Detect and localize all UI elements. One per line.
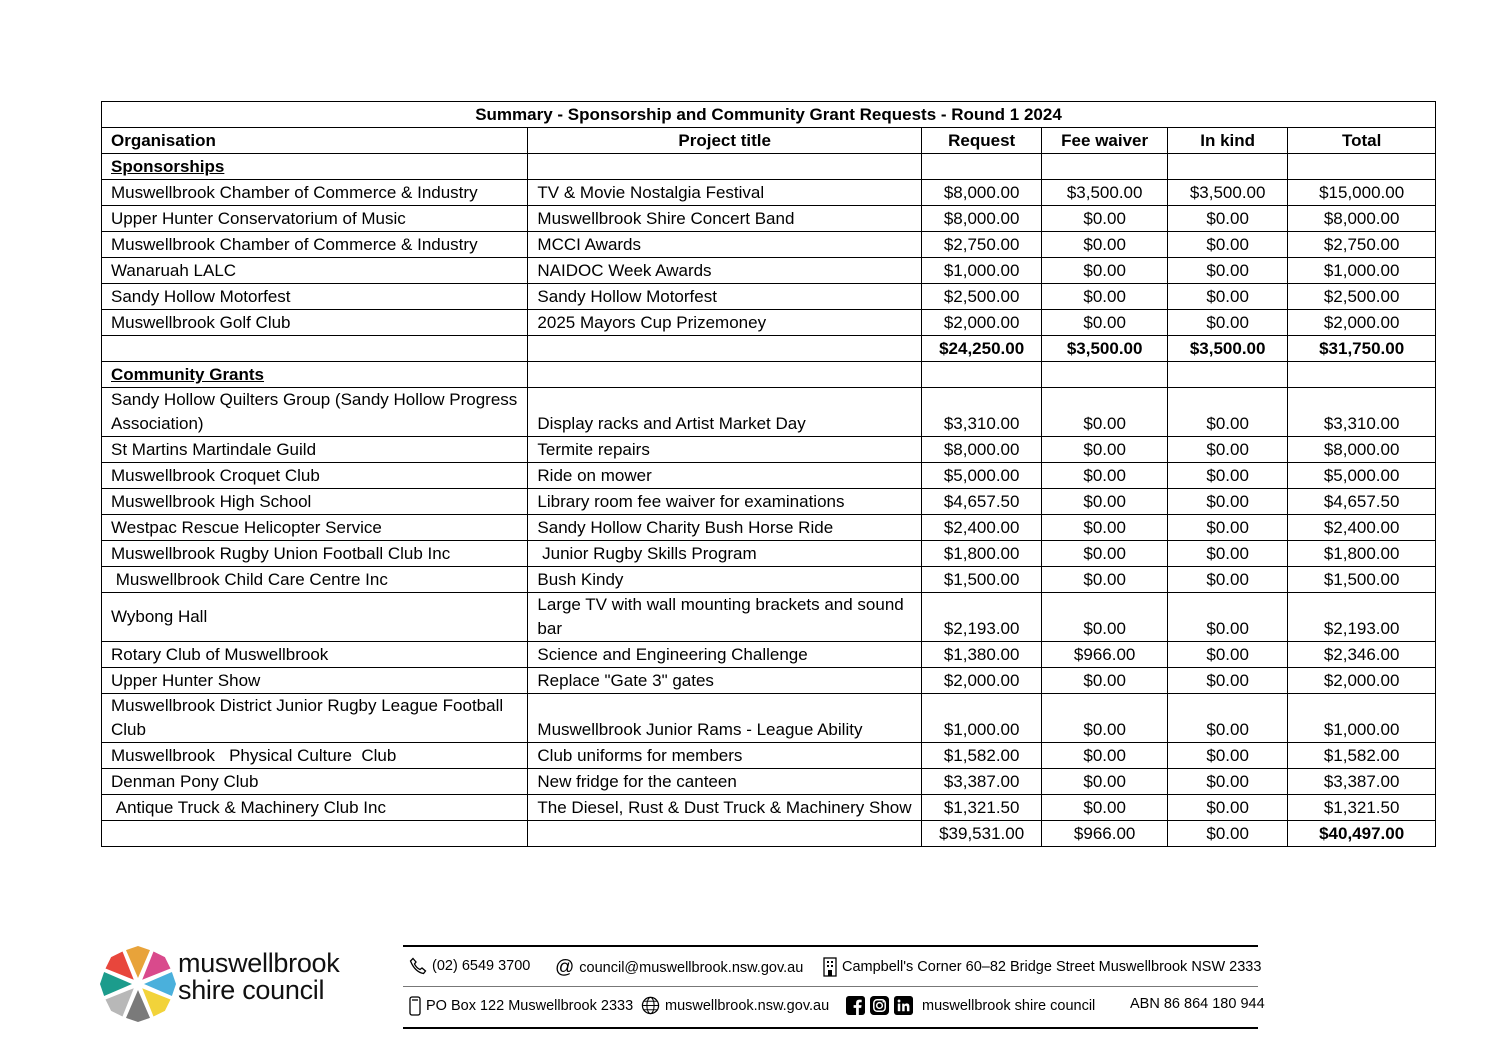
facebook-icon — [846, 996, 865, 1015]
logo-line-2: shire council — [178, 975, 325, 1005]
footer-website[interactable]: muswellbrook.nsw.gov.au — [641, 996, 829, 1015]
table-row — [102, 206, 1436, 232]
cell-project-title: Club uniforms for members — [528, 743, 922, 769]
cell-organisation: Muswellbrook Physical Culture Club — [102, 743, 528, 769]
cell-total: $2,000.00 — [1288, 668, 1436, 694]
footer-po-box: PO Box 122 Muswellbrook 2333 — [409, 996, 633, 1016]
header-row — [102, 128, 1436, 154]
logo-wordmark — [178, 950, 339, 1004]
subtotal-row-community-grants — [102, 821, 1436, 847]
cell-request: $1,800.00 — [922, 541, 1042, 567]
cell-project-title: 2025 Mayors Cup Prizemoney — [528, 310, 922, 336]
at-sign-icon: @ — [555, 957, 575, 978]
cell-request: $8,000.00 — [922, 206, 1042, 232]
cell-project-title: Bush Kindy — [528, 567, 922, 593]
section-label-sponsorships: Sponsorships — [102, 154, 528, 180]
cell-organisation: St Martins Martindale Guild — [102, 437, 528, 463]
cell-total: $2,750.00 — [1288, 232, 1436, 258]
cell-fee-waiver: $0.00 — [1042, 232, 1168, 258]
table-title: Summary - Sponsorship and Community Grant Requests - Round 1 2024 — [102, 102, 1436, 128]
cell-in-kind: $0.00 — [1168, 567, 1288, 593]
subtotal-total: $31,750.00 — [1288, 336, 1436, 362]
cell-total: $1,500.00 — [1288, 567, 1436, 593]
cell-in-kind: $0.00 — [1168, 593, 1288, 642]
cell-request: $2,000.00 — [922, 668, 1042, 694]
globe-icon — [641, 996, 660, 1015]
table-row — [102, 463, 1436, 489]
section-row-sponsorships — [102, 154, 1436, 180]
cell-in-kind: $0.00 — [1168, 463, 1288, 489]
cell-in-kind: $0.00 — [1168, 694, 1288, 743]
table-row — [102, 232, 1436, 258]
cell-project-title: Sandy Hollow Charity Bush Horse Ride — [528, 515, 922, 541]
cell-fee-waiver: $0.00 — [1042, 567, 1168, 593]
table-row — [102, 567, 1436, 593]
grants-summary-table — [101, 101, 1436, 847]
cell-organisation: Denman Pony Club — [102, 769, 528, 795]
cell-fee-waiver: $0.00 — [1042, 541, 1168, 567]
cell-fee-waiver: $0.00 — [1042, 206, 1168, 232]
cell-project-title: Display racks and Artist Market Day — [528, 388, 922, 437]
cell-project-title: Muswellbrook Shire Concert Band — [528, 206, 922, 232]
cell-total: $2,400.00 — [1288, 515, 1436, 541]
cell-fee-waiver: $0.00 — [1042, 668, 1168, 694]
cell-request: $5,000.00 — [922, 463, 1042, 489]
linkedin-icon — [894, 996, 913, 1015]
cell-in-kind: $0.00 — [1168, 489, 1288, 515]
cell-organisation: Wybong Hall — [102, 593, 528, 642]
cell-request: $1,380.00 — [922, 642, 1042, 668]
cell-project-title: Science and Engineering Challenge — [528, 642, 922, 668]
table-row — [102, 180, 1436, 206]
instagram-icon — [870, 996, 889, 1015]
cell-organisation: Antique Truck & Machinery Club Inc — [102, 795, 528, 821]
cell-request: $1,000.00 — [922, 694, 1042, 743]
cell-in-kind: $0.00 — [1168, 515, 1288, 541]
cell-total: $2,346.00 — [1288, 642, 1436, 668]
cell-in-kind: $0.00 — [1168, 541, 1288, 567]
cell-in-kind: $0.00 — [1168, 258, 1288, 284]
header-total: Total — [1288, 128, 1436, 154]
cell-organisation: Muswellbrook Chamber of Commerce & Industry — [102, 180, 528, 206]
cell-request: $1,582.00 — [922, 743, 1042, 769]
header-in-kind: In kind — [1168, 128, 1288, 154]
logo-line-1: muswellbrook — [178, 948, 340, 978]
subtotal-in-kind: $3,500.00 — [1168, 336, 1288, 362]
table-row — [102, 437, 1436, 463]
cell-project-title: TV & Movie Nostalgia Festival — [528, 180, 922, 206]
cell-in-kind: $0.00 — [1168, 206, 1288, 232]
cell-in-kind: $0.00 — [1168, 388, 1288, 437]
cell-project-title: NAIDOC Week Awards — [528, 258, 922, 284]
cell-total: $1,000.00 — [1288, 694, 1436, 743]
mailbox-icon — [409, 996, 421, 1016]
cell-fee-waiver: $0.00 — [1042, 437, 1168, 463]
building-icon — [823, 957, 837, 977]
cell-in-kind: $0.00 — [1168, 795, 1288, 821]
cell-total: $3,310.00 — [1288, 388, 1436, 437]
cell-total: $4,657.50 — [1288, 489, 1436, 515]
cell-fee-waiver: $0.00 — [1042, 463, 1168, 489]
cell-request: $1,500.00 — [922, 567, 1042, 593]
cell-request: $1,000.00 — [922, 258, 1042, 284]
table-row — [102, 310, 1436, 336]
table-row — [102, 258, 1436, 284]
cell-total: $2,193.00 — [1288, 593, 1436, 642]
cell-total: $1,321.50 — [1288, 795, 1436, 821]
subtotal-request: $24,250.00 — [922, 336, 1042, 362]
cell-request: $3,310.00 — [922, 388, 1042, 437]
council-logo — [100, 942, 370, 1026]
cell-request: $3,387.00 — [922, 769, 1042, 795]
cell-total: $8,000.00 — [1288, 206, 1436, 232]
footer-contact-bar — [403, 945, 1265, 1029]
table-row — [102, 795, 1436, 821]
footer-divider — [403, 986, 1258, 987]
cell-in-kind: $0.00 — [1168, 310, 1288, 336]
cell-fee-waiver: $0.00 — [1042, 743, 1168, 769]
cell-fee-waiver: $0.00 — [1042, 515, 1168, 541]
cell-fee-waiver: $0.00 — [1042, 489, 1168, 515]
cell-request: $2,500.00 — [922, 284, 1042, 310]
cell-request: $8,000.00 — [922, 180, 1042, 206]
footer-social[interactable]: muswellbrook shire council — [846, 996, 1095, 1015]
cell-project-title: Replace "Gate 3" gates — [528, 668, 922, 694]
table-row — [102, 668, 1436, 694]
table-row — [102, 743, 1436, 769]
cell-organisation: Wanaruah LALC — [102, 258, 528, 284]
cell-total: $3,387.00 — [1288, 769, 1436, 795]
cell-total: $5,000.00 — [1288, 463, 1436, 489]
cell-organisation: Muswellbrook Croquet Club — [102, 463, 528, 489]
cell-request: $8,000.00 — [922, 437, 1042, 463]
cell-request: $2,193.00 — [922, 593, 1042, 642]
cell-total: $1,800.00 — [1288, 541, 1436, 567]
cell-fee-waiver: $966.00 — [1042, 642, 1168, 668]
cell-organisation: Sandy Hollow Motorfest — [102, 284, 528, 310]
subtotal-fee-waiver: $966.00 — [1042, 821, 1168, 847]
cell-fee-waiver: $0.00 — [1042, 310, 1168, 336]
subtotal-request: $39,531.00 — [922, 821, 1042, 847]
table-row — [102, 642, 1436, 668]
footer-address: Campbell's Corner 60–82 Bridge Street Muswellbrook NSW 2333 — [823, 957, 1261, 977]
subtotal-row-sponsorships — [102, 336, 1436, 362]
cell-organisation: Sandy Hollow Quilters Group (Sandy Hollow Progress Association) — [102, 388, 528, 437]
cell-fee-waiver: $0.00 — [1042, 284, 1168, 310]
table-row — [102, 593, 1436, 642]
cell-total: $2,500.00 — [1288, 284, 1436, 310]
cell-in-kind: $0.00 — [1168, 668, 1288, 694]
subtotal-fee-waiver: $3,500.00 — [1042, 336, 1168, 362]
cell-request: $2,000.00 — [922, 310, 1042, 336]
cell-in-kind: $0.00 — [1168, 437, 1288, 463]
table-row — [102, 284, 1436, 310]
cell-total: $8,000.00 — [1288, 437, 1436, 463]
footer-phone: (02) 6549 3700 — [409, 957, 530, 975]
cell-project-title: Large TV with wall mounting brackets and sound bar — [528, 593, 922, 642]
cell-project-title: New fridge for the canteen — [528, 769, 922, 795]
cell-organisation: Muswellbrook Chamber of Commerce & Industry — [102, 232, 528, 258]
cell-in-kind: $0.00 — [1168, 743, 1288, 769]
cell-organisation: Upper Hunter Conservatorium of Music — [102, 206, 528, 232]
cell-organisation: Muswellbrook Golf Club — [102, 310, 528, 336]
cell-project-title: MCCI Awards — [528, 232, 922, 258]
header-fee-waiver: Fee waiver — [1042, 128, 1168, 154]
subtotal-total: $40,497.00 — [1288, 821, 1436, 847]
council-logo-mark-icon — [100, 942, 176, 1026]
cell-request: $1,321.50 — [922, 795, 1042, 821]
section-label-community-grants: Community Grants — [102, 362, 528, 388]
cell-total: $2,000.00 — [1288, 310, 1436, 336]
table-row — [102, 694, 1436, 743]
cell-organisation: Muswellbrook High School — [102, 489, 528, 515]
cell-in-kind: $0.00 — [1168, 769, 1288, 795]
cell-request: $2,750.00 — [922, 232, 1042, 258]
cell-fee-waiver: $0.00 — [1042, 769, 1168, 795]
cell-project-title: Termite repairs — [528, 437, 922, 463]
cell-project-title: Sandy Hollow Motorfest — [528, 284, 922, 310]
header-request: Request — [922, 128, 1042, 154]
footer-email[interactable]: @ council@muswellbrook.nsw.gov.au — [555, 957, 804, 978]
table-row — [102, 769, 1436, 795]
header-project-title: Project title — [528, 128, 922, 154]
cell-project-title: The Diesel, Rust & Dust Truck & Machinery Show — [528, 795, 922, 821]
cell-total: $15,000.00 — [1288, 180, 1436, 206]
cell-total: $1,000.00 — [1288, 258, 1436, 284]
cell-fee-waiver: $0.00 — [1042, 694, 1168, 743]
table-row — [102, 489, 1436, 515]
cell-fee-waiver: $0.00 — [1042, 795, 1168, 821]
header-organisation: Organisation — [102, 128, 528, 154]
footer-abn: ABN 86 864 180 944 — [1130, 996, 1265, 1012]
cell-organisation: Muswellbrook Rugby Union Football Club Inc — [102, 541, 528, 567]
cell-fee-waiver: $0.00 — [1042, 258, 1168, 284]
phone-icon — [409, 957, 427, 975]
cell-in-kind: $0.00 — [1168, 642, 1288, 668]
cell-in-kind: $3,500.00 — [1168, 180, 1288, 206]
cell-organisation: Rotary Club of Muswellbrook — [102, 642, 528, 668]
cell-request: $2,400.00 — [922, 515, 1042, 541]
cell-project-title: Junior Rugby Skills Program — [528, 541, 922, 567]
table-row — [102, 541, 1436, 567]
cell-in-kind: $0.00 — [1168, 232, 1288, 258]
cell-organisation: Westpac Rescue Helicopter Service — [102, 515, 528, 541]
cell-fee-waiver: $0.00 — [1042, 593, 1168, 642]
table-row — [102, 515, 1436, 541]
cell-organisation: Muswellbrook Child Care Centre Inc — [102, 567, 528, 593]
cell-fee-waiver: $0.00 — [1042, 388, 1168, 437]
cell-project-title: Ride on mower — [528, 463, 922, 489]
cell-total: $1,582.00 — [1288, 743, 1436, 769]
subtotal-in-kind: $0.00 — [1168, 821, 1288, 847]
table-row — [102, 388, 1436, 437]
cell-in-kind: $0.00 — [1168, 284, 1288, 310]
section-row-community-grants — [102, 362, 1436, 388]
cell-organisation: Upper Hunter Show — [102, 668, 528, 694]
cell-organisation: Muswellbrook District Junior Rugby League Football Club — [102, 694, 528, 743]
cell-fee-waiver: $3,500.00 — [1042, 180, 1168, 206]
cell-project-title: Library room fee waiver for examinations — [528, 489, 922, 515]
cell-request: $4,657.50 — [922, 489, 1042, 515]
cell-project-title: Muswellbrook Junior Rams - League Ability — [528, 694, 922, 743]
